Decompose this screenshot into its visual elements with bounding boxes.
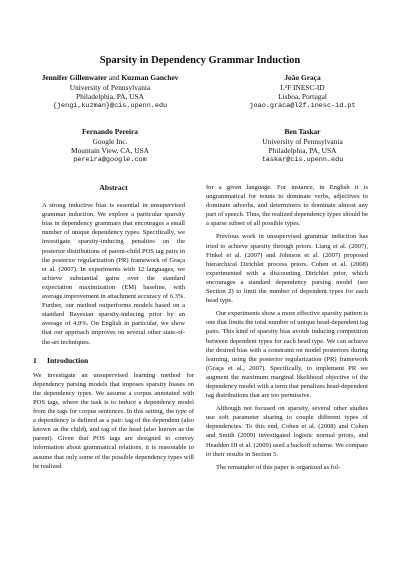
abstract-text: A strong inductive bias is essential in unsupervised grammar induction. We explore a particular sparsity bias in dependency grammars that encourages a small number of unique dependency types. Specifically, we investigate sparsity-inducing penalties on the posterior distributions of parent-child POS tag pairs in the posterior regularization (PR) framework of Graça et al. (2007). In experiments with 12 languages, we achieve substantial gains over the standard expectation maximization (EM) baseline, with average improvement in attachment accuracy of 6.3%. Further, our method outperforms models based on a standard Bayesian sparsity-inducing prior by an average of 4.9%. On English in particular, we show that our approach improves on several other state-of-the-art techniques. xyxy=(42,202,185,346)
right-paragraph-1: for a given language. For instance, in English it is ungrammatical for nouns to dominate verbs, adjectives to dominate adverbs, and determiners to dominate almost any part of speech. Thus, the realized dependency types should be a sparse subset of all possible types. xyxy=(206,184,368,228)
author-email: pereira@google.com xyxy=(73,155,147,164)
section-title: Introduction xyxy=(47,355,89,365)
author-location: Lisboa, Portugal xyxy=(278,92,327,102)
author-affiliation: Google Inc. xyxy=(92,136,128,146)
author-affiliation: University of Pennsylvania xyxy=(69,82,151,92)
right-paragraph-2: Previous work in unsupervised grammar induction has tried to achieve sparsity through priors. Liang et al. (2007), Finkel et al. (2007) and Johnson et al. (2007) proposed hierarchical Dirichlet process priors. Cohen et al. (2008) experimented with a discounting Dirichlet prior, which encourages a standard dependency parsing model (see Section 2) to limit the number of dependent types for each head type. xyxy=(206,233,368,305)
author-block-4 xyxy=(215,127,390,165)
author-name: Jennifer Gillenwater xyxy=(41,73,108,82)
author-email: taskar@cis.upenn.edu xyxy=(261,155,344,164)
right-paragraph-4: Although not focused on sparsity, several other studies use soft parameter sharing to couple different types of dependencies. To this end, Cohen et al. (2008) and Cohen and Smith (2009) investigated logistic normal priors, and Headden III et al. (2009) used a backoff scheme. We compare to their results in Section 5. xyxy=(206,405,368,458)
author-location: Philadelphia, PA, USA xyxy=(268,146,337,156)
abstract-heading: Abstract xyxy=(99,183,128,192)
author-block-1 xyxy=(20,73,200,111)
author-name: Fernando Pereira xyxy=(82,127,138,136)
right-paragraph-5: The remainder of this paper is organized as fol- xyxy=(216,463,341,471)
left-column xyxy=(33,183,194,471)
right-column xyxy=(206,183,368,472)
author-affiliation: University of Pennsylvania xyxy=(262,136,343,146)
author-name: Ben Taskar xyxy=(284,127,321,136)
author-email: {jengi,kuzman}@cis.upenn.edu xyxy=(52,101,168,110)
author-email: joao.graca@l2f.inesc-id.pt xyxy=(249,101,356,110)
author-name: Kuzman Ganchev xyxy=(121,73,179,82)
author-location: Mountain View, CA, USA xyxy=(71,146,149,156)
author-name: João Graça xyxy=(284,73,321,82)
author-location: Philadelphia, PA, USA xyxy=(76,92,144,102)
paper-title: Sparsity in Dependency Grammar Induction xyxy=(99,55,301,66)
emphasis-type: type xyxy=(175,408,187,416)
author-block-2 xyxy=(215,73,390,111)
intro-paragraph-1: We investigate an unsupervised learning method for dependency parsing models that imposes sparsity biases on the dependency types. We assume a corpus annotated with POS tags, where the task is to induce a dependency model from the tags for corpus sentences. In this setting, the type of a dependency is defined as a pair: tag of the dependent (also known as the child), and tag of the head (also known as the parent). Given that POS tags are designed to convey information about grammatical relations, it is reasonable to assume that only some of the possible dependency types will be realized xyxy=(33,371,194,470)
right-paragraph-3: Our experiments show a more effective sparsity pattern is one that limits the total number of unique head-dependent tag pairs. This kind of sparsity bias avoids inducing competition between dependent types for each head type. We can achieve the desired bias with a constraint on model posteriors during learning, using the posterior regularization (PR) framework (Graça et al., 2007). Specifically, to implement PR we augment the maximum marginal likelihood objective of the dependency model with a term that penalizes head-dependent tag distributions that are too permissive. xyxy=(206,310,368,400)
author-affiliation: L²F INESC-ID xyxy=(280,82,325,92)
author-block-3 xyxy=(20,127,200,165)
section-number: 1 xyxy=(33,355,37,365)
author-conjunction: and xyxy=(108,73,120,82)
section-heading-introduction xyxy=(33,356,194,365)
